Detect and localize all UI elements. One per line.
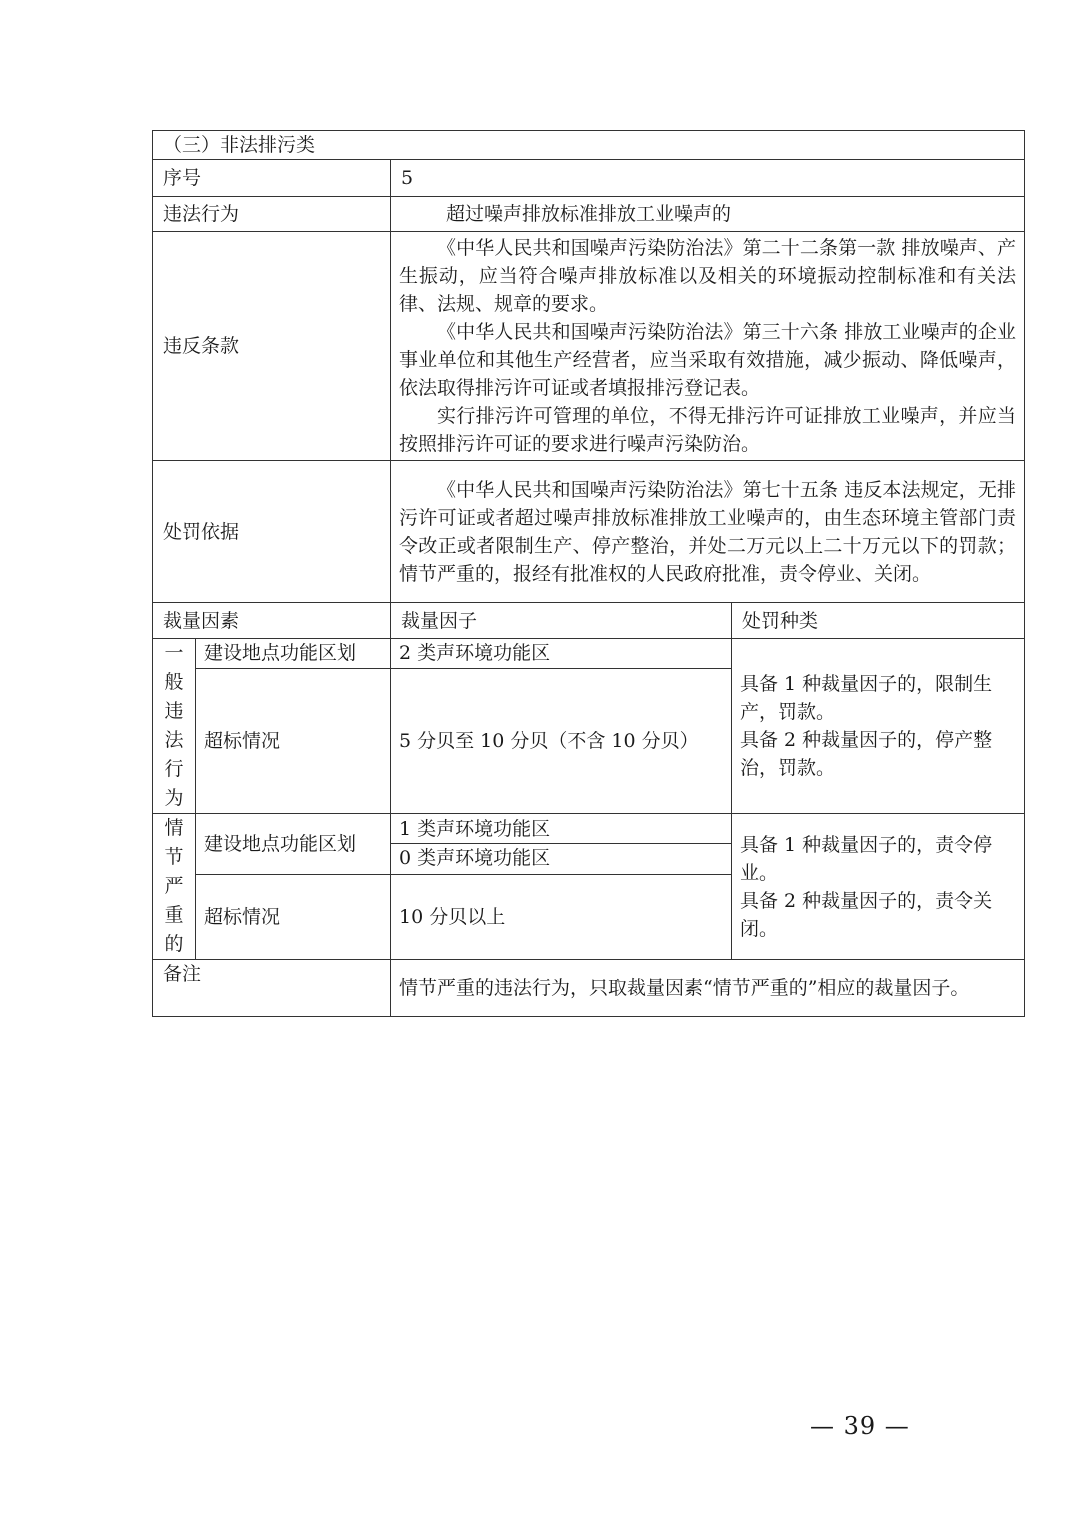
remarks-label: 备注 [153,960,391,1017]
serial-value: 5 [391,160,1025,197]
general-penalty-2: 具备 2 种裁量因子的，停产整治，罚款。 [740,729,993,779]
discretion-factors-header: 裁量因素 [153,603,391,639]
serious-exceed-value: 10 分贝以上 [391,874,732,959]
general-exceed-value: 5 分贝至 10 分贝（不含 10 分贝） [391,668,732,813]
serious-violation-label: 情 节 严 重 的 [153,814,196,960]
penalty-types-header: 处罚种类 [732,603,1025,639]
serious-location-label: 建设地点功能区划 [196,814,391,875]
violated-provisions-text [391,232,1025,461]
penalty-basis-paragraph: 《中华人民共和国噪声污染防治法》第七十五条 违反本法规定，无排污许可证或者超过噪声排放标准排放工业噪声的，由生态环境主管部门责令改正或者限制生产、停产整治，并处二万元以上二十万元以下的罚款；情节严重的，报经有批准权的人民政府批准，责令停业、关闭。 [399,478,1017,585]
general-penalty-types [732,639,1025,814]
general-violation-label: 一 般 违 法 行 为 [153,639,196,814]
penalty-basis-text [391,461,1025,603]
serial-label: 序号 [153,160,391,197]
serious-penalty-2: 具备 2 种裁量因子的，责令关闭。 [740,889,993,940]
discretion-table [152,130,1025,1017]
discretion-items-header: 裁量因子 [391,603,732,639]
serious-penalty-1: 具备 1 种裁量因子的，责令停业。 [740,833,993,884]
general-location-label: 建设地点功能区划 [196,639,391,669]
serious-location-values [391,814,732,875]
provision-paragraph: 实行排污许可管理的单位，不得无排污许可证排放工业噪声，并应当按照排污许可证的要求进行噪声污染防治。 [399,405,1017,455]
provision-paragraph: 《中华人民共和国噪声污染防治法》第二十二条第一款 排放噪声、产生振动，应当符合噪声排放标准以及相关的环境振动控制标准和有关法律、法规、规章的要求。 [399,237,1017,315]
general-penalty-1: 具备 1 种裁量因子的，限制生产，罚款。 [740,673,993,723]
general-location-value: 2 类声环境功能区 [391,639,732,669]
penalty-basis-label: 处罚依据 [153,461,391,603]
serious-exceed-label: 超标情况 [196,874,391,959]
serious-location-value-2: 0 类声环境功能区 [391,843,731,872]
general-exceed-label: 超标情况 [196,668,391,813]
violated-provisions-label: 违反条款 [153,232,391,461]
provision-paragraph: 《中华人民共和国噪声污染防治法》第三十六条 排放工业噪声的企业事业单位和其他生产经营者，应当采取有效措施，减少振动、降低噪声，依法取得排污许可证或者填报排污登记表。 [399,321,1017,399]
violation-value: 超过噪声排放标准排放工业噪声的 [391,197,1025,232]
violation-label: 违法行为 [153,197,391,232]
serious-location-value-1: 1 类声环境功能区 [399,818,551,841]
page-number: — 39 — [810,1412,910,1440]
serious-penalty-types [732,814,1025,960]
remarks-value: 情节严重的违法行为，只取裁量因素“情节严重的”相应的裁量因子。 [391,960,1025,1017]
section-title: （三）非法排污类 [153,131,1025,160]
